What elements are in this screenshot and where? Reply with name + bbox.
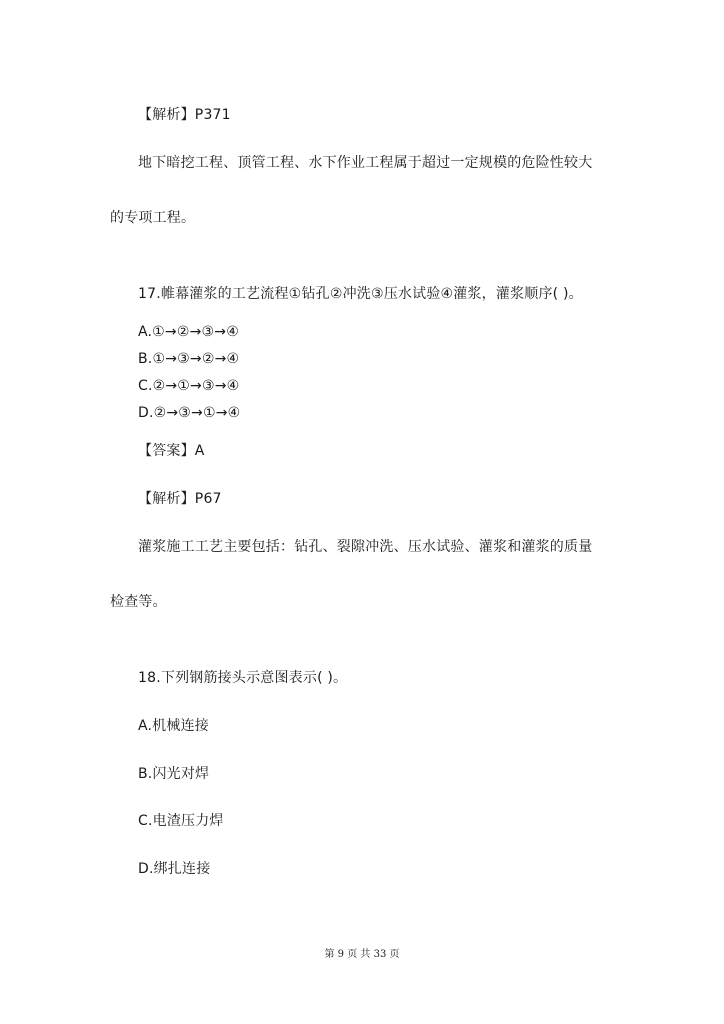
q18-option-d: D.绑扎连接 bbox=[138, 861, 211, 877]
q17-explanation-line2: 检查等。 bbox=[110, 594, 167, 610]
q17-question: 17.帷幕灌浆的工艺流程①钻孔②冲洗③压水试验④灌浆，灌浆顺序( )。 bbox=[138, 286, 583, 302]
q16-analysis-label: 【解析】P371 bbox=[138, 107, 231, 123]
q18-option-a: A.机械连接 bbox=[138, 718, 209, 734]
q18-option-b: B.闪光对焊 bbox=[138, 766, 210, 782]
q17-analysis-label: 【解析】P67 bbox=[138, 491, 222, 507]
q17-option-d: D.②→③→①→④ bbox=[138, 405, 241, 421]
q17-answer-label: 【答案】A bbox=[138, 443, 205, 459]
q17-option-c: C.②→①→③→④ bbox=[138, 378, 240, 394]
q18-question: 18.下列钢筋接头示意图表示( )。 bbox=[138, 670, 348, 686]
page-number-footer: 第 9 页 共 33 页 bbox=[324, 949, 400, 960]
q16-explanation-line1: 地下暗挖工程、顶管工程、水下作业工程属于超过一定规模的危险性较大 bbox=[138, 155, 593, 171]
q18-option-c: C.电渣压力焊 bbox=[138, 813, 224, 829]
q17-explanation-line1: 灌浆施工工艺主要包括：钻孔、裂隙冲洗、压水试验、灌浆和灌浆的质量 bbox=[138, 539, 593, 555]
q17-option-b: B.①→③→②→④ bbox=[138, 351, 240, 367]
q16-explanation-line2: 的专项工程。 bbox=[110, 210, 196, 226]
q17-option-a: A.①→②→③→④ bbox=[138, 324, 239, 340]
